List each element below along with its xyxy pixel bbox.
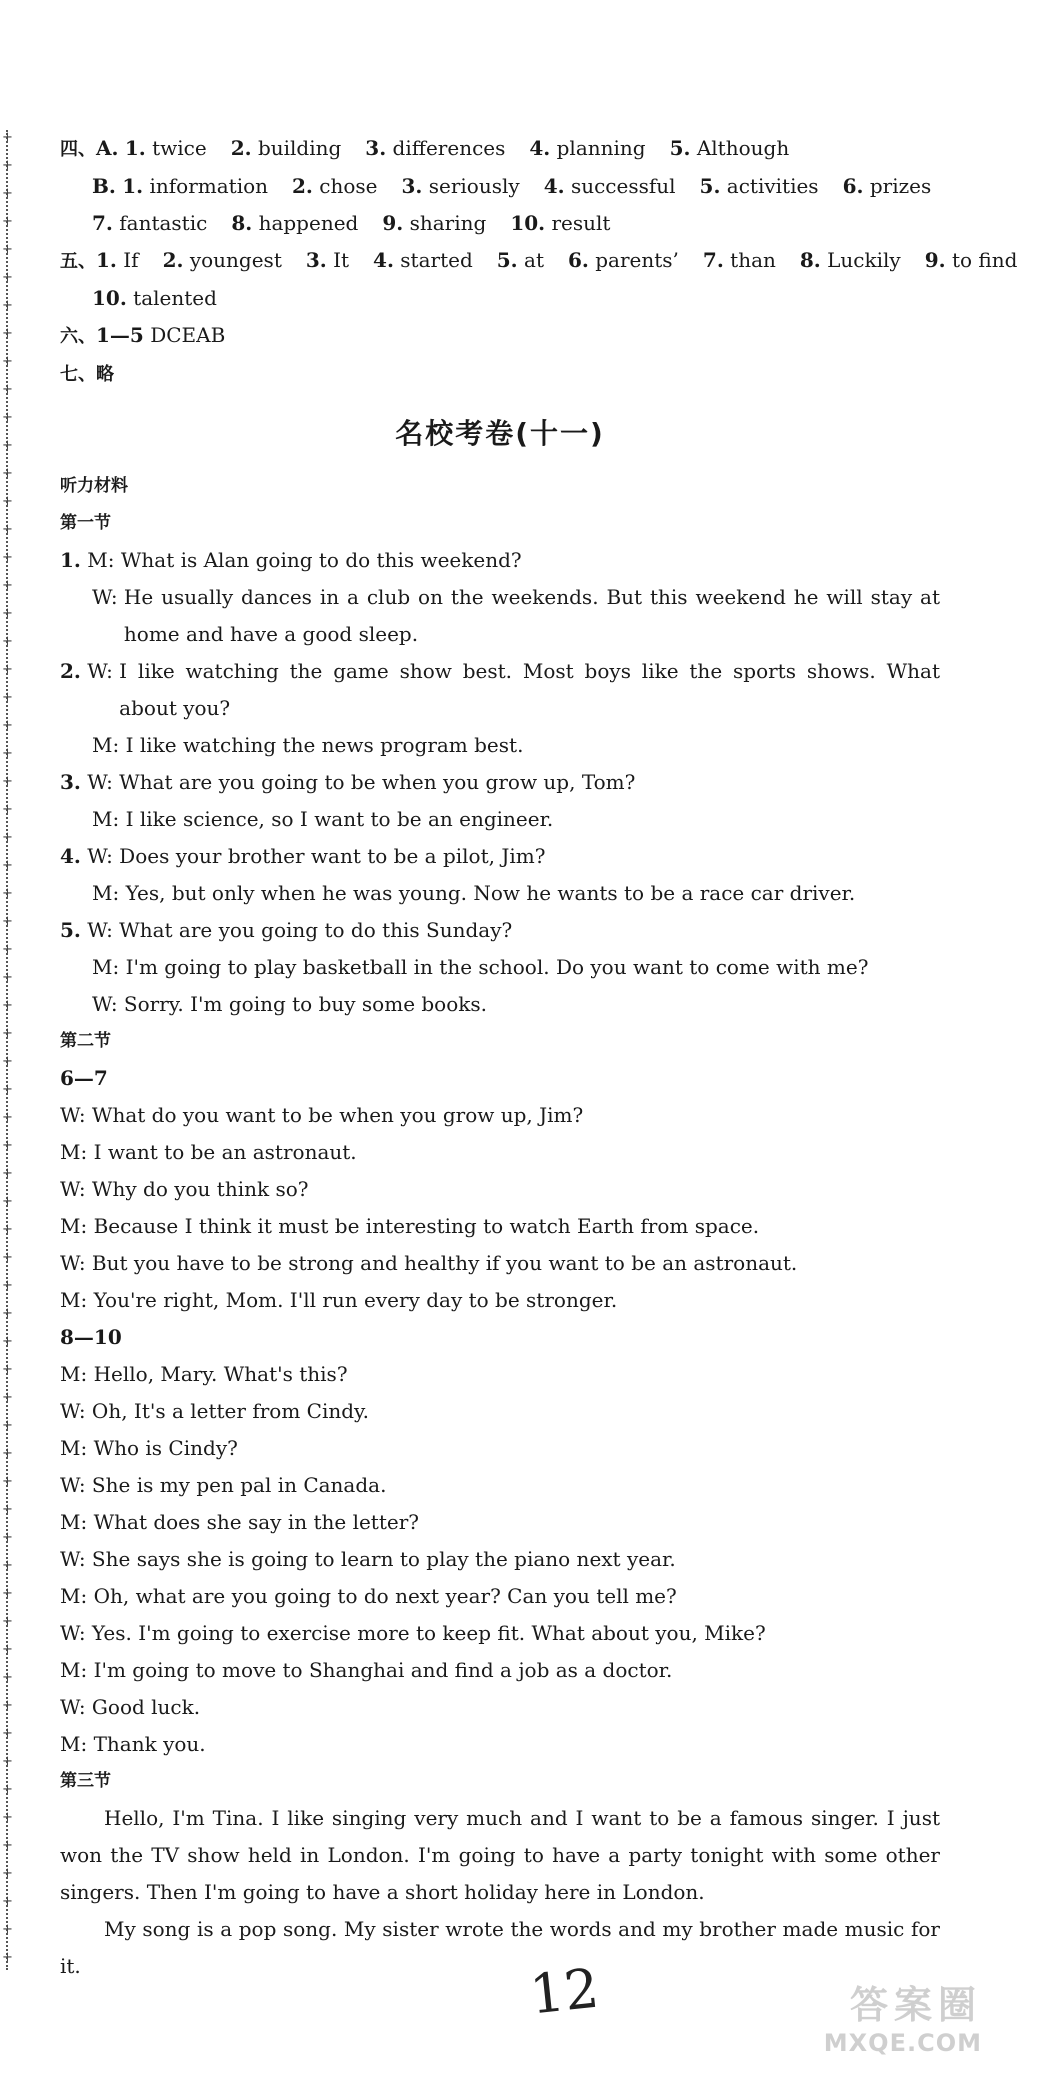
dialogue-text: Yes, but only when he was young. Now he wants to be a race car driver. (125, 881, 856, 905)
binding-mark: + (2, 1502, 13, 1517)
speaker-label (60, 1541, 92, 1578)
answer-number: 4. (529, 136, 551, 160)
speaker-label (92, 727, 126, 764)
dialogue-line (60, 838, 940, 875)
group2-dialogue (60, 1356, 940, 1763)
speaker: M: (60, 1436, 88, 1460)
dialogue-line (60, 1689, 940, 1726)
dialogue-line (60, 912, 940, 949)
exam-title: 名校考卷(十一) (395, 417, 605, 450)
binding-mark: + (2, 1418, 13, 1433)
speaker: W: (87, 918, 113, 942)
dialogue-line (60, 579, 940, 653)
binding-mark: + (2, 1026, 13, 1041)
answer-text: Luckily (827, 248, 901, 272)
speaker: W: (60, 1695, 86, 1719)
dialogue-text: I'm going to move to Shanghai and find a job as a doctor. (93, 1658, 673, 1682)
binding-mark: + (2, 606, 13, 621)
answer-s7 (60, 355, 940, 393)
answer-number: 3. (401, 174, 423, 198)
dialogue-line (60, 1282, 940, 1319)
listening-heading: 听力材料 (60, 476, 128, 496)
dialogue-line (60, 949, 940, 986)
speaker: M: (92, 955, 120, 979)
dialogue-text: I'm going to play basketball in the school. Do you want to come with me? (125, 955, 869, 979)
answer-text: to find (951, 248, 1018, 272)
answer-text: It (333, 248, 350, 272)
answer-number: 2. (230, 136, 252, 160)
answer-item (96, 248, 139, 272)
speaker: M: (60, 1658, 88, 1682)
binding-mark: + (2, 718, 13, 733)
speaker-label (92, 986, 124, 1023)
binding-mark: + (2, 662, 13, 677)
speaker: W: (87, 770, 113, 794)
answer-item (373, 248, 473, 272)
answer-number: 9. (382, 211, 404, 235)
dialogue-text: Does your brother want to be a pilot, Jim? (119, 844, 546, 868)
speaker-label (60, 1134, 94, 1171)
binding-mark: + (2, 634, 13, 649)
binding-mark: + (2, 1082, 13, 1097)
answer-number: 4. (543, 174, 565, 198)
binding-mark: + (2, 858, 13, 873)
answer-item (122, 174, 268, 198)
answer-item (700, 174, 819, 198)
binding-mark: + (2, 970, 13, 985)
speaker: W: (87, 844, 113, 868)
answer-text: building (257, 136, 342, 160)
binding-mark: + (2, 1782, 13, 1797)
answer-item (529, 136, 645, 160)
document-body (60, 130, 1018, 1985)
answer-number: 2. (162, 248, 184, 272)
answer-item (125, 136, 207, 160)
speaker-label (60, 1097, 92, 1134)
speaker: W: (92, 992, 118, 1016)
answer-number: 3. (365, 136, 387, 160)
answer-text: than (730, 248, 776, 272)
speaker-label (60, 1578, 94, 1615)
binding-mark: + (2, 550, 13, 565)
binding-mark: + (2, 1362, 13, 1377)
answer-number: 3. (305, 248, 327, 272)
answer-value: 略 (96, 364, 114, 385)
binding-mark: + (2, 158, 13, 173)
speaker: W: (87, 659, 113, 683)
dialogue-line (60, 1134, 940, 1171)
binding-mark: + (2, 1922, 13, 1937)
dialogue-line (60, 1171, 940, 1208)
answer-text: information (149, 174, 269, 198)
answer-text: activities (726, 174, 819, 198)
answer-s4-b-line2 (60, 205, 940, 242)
answer-text: chose (319, 174, 378, 198)
answer-number: 7. (92, 211, 113, 235)
speaker-label (60, 1615, 92, 1652)
speaker-label (60, 1393, 92, 1430)
answer-item (497, 248, 544, 272)
part2-heading: 第二节 (60, 1031, 111, 1051)
speaker: M: (60, 1510, 88, 1534)
dialogue-text: Oh, what are you going to do next year? Can you tell me? (93, 1584, 677, 1608)
speaker: W: (60, 1103, 86, 1127)
speaker: M: (60, 1288, 88, 1312)
speaker-label (60, 1467, 92, 1504)
answer-text: parents’ (595, 248, 679, 272)
binding-mark: + (2, 998, 13, 1013)
answer-item (365, 136, 505, 160)
binding-mark: + (2, 1110, 13, 1125)
binding-mark: + (2, 1194, 13, 1209)
binding-mark: + (2, 214, 13, 229)
binding-mark: + (2, 746, 13, 761)
group-label: 6—7 (60, 1066, 108, 1090)
answer-number: 5. (699, 174, 721, 198)
dialogue-text: She is my pen pal in Canada. (91, 1473, 387, 1497)
dialogue-line (60, 542, 940, 579)
dialogue-line (60, 1615, 940, 1652)
binding-mark: + (2, 298, 13, 313)
speaker: M: (60, 1584, 88, 1608)
speaker-label (60, 1356, 94, 1393)
binding-mark: + (2, 1334, 13, 1349)
answer-number: 4. (373, 248, 394, 272)
dialogue-line (60, 727, 940, 764)
binding-mark: + (2, 522, 13, 537)
answer-item (92, 286, 217, 310)
binding-mark: + (2, 1390, 13, 1405)
binding-mark: + (2, 1950, 13, 1965)
binding-mark: + (2, 802, 13, 817)
speaker-label (60, 838, 119, 875)
answer-item (306, 248, 349, 272)
binding-mark: + (2, 186, 13, 201)
binding-mark: + (2, 438, 13, 453)
binding-mark: + (2, 1670, 13, 1685)
answer-s4-b-line1 (60, 168, 940, 205)
answer-text: started (400, 248, 473, 272)
dialogue-text: Sorry. I'm going to buy some books. (123, 992, 488, 1016)
dialogue-text: Hello, Mary. What's this? (93, 1362, 348, 1386)
part3-heading: 第三节 (60, 1771, 111, 1791)
monologue-paragraph: Hello, I'm Tina. I like singing very much and I want to be a famous singer. I just won the TV show held in London. I'm going to have a party tonight with some other singers. Then I'm going to have a short holiday here in London. (60, 1806, 940, 1904)
speaker-label (60, 1726, 94, 1763)
part-label: A. (96, 136, 119, 160)
binding-mark: + (2, 242, 13, 257)
group1-dialogue (60, 1097, 940, 1319)
binding-mark: + (2, 1054, 13, 1069)
speaker-label (60, 912, 119, 949)
answer-item (292, 174, 377, 198)
answer-item (402, 174, 520, 198)
speaker-label (60, 1504, 94, 1541)
dialogue-text: I like watching the game show best. Most boys like the sports shows. What about you? (119, 659, 940, 720)
binding-mark: + (2, 1278, 13, 1293)
answer-number: 8. (799, 248, 821, 272)
speaker: W: (60, 1473, 86, 1497)
speaker-label (92, 579, 124, 653)
question-number: 3. (60, 770, 81, 794)
speaker-label (60, 1652, 94, 1689)
binding-mark: + (2, 578, 13, 593)
dialogue-text: I want to be an astronaut. (93, 1140, 357, 1164)
section-label: 七、 (60, 364, 96, 385)
answer-item (510, 211, 610, 235)
dialogue-text: What does she say in the letter? (93, 1510, 419, 1534)
part-label: B. (92, 174, 116, 198)
dialogue-text: What are you going to be when you grow up, Tom? (119, 770, 636, 794)
dialogue-text: Yes. I'm going to exercise more to keep fit. What about you, Mike? (91, 1621, 766, 1645)
dialogue-line (60, 1245, 940, 1282)
answer-text: differences (392, 136, 506, 160)
answer-item (843, 174, 932, 198)
speaker-label (60, 1245, 92, 1282)
binding-mark: + (2, 466, 13, 481)
answer-text: fantastic (119, 211, 208, 235)
binding-margin (2, 130, 22, 1970)
dialogue-text: Thank you. (93, 1732, 206, 1756)
speaker: M: (60, 1362, 88, 1386)
binding-mark: + (2, 1642, 13, 1657)
dialogue-text: Who is Cindy? (93, 1436, 238, 1460)
dialogue-text: I like science, so I want to be an engineer. (125, 807, 554, 831)
binding-mark: + (2, 1698, 13, 1713)
speaker: W: (60, 1177, 86, 1201)
answer-text: twice (152, 136, 207, 160)
answer-text: planning (556, 136, 646, 160)
binding-mark: + (2, 1446, 13, 1461)
dialogue-line (60, 1541, 940, 1578)
answer-number: 9. (924, 248, 946, 272)
binding-mark: + (2, 382, 13, 397)
binding-mark: + (2, 270, 13, 285)
dialogue-line (60, 801, 940, 838)
speaker-label (60, 1430, 94, 1467)
dialogue-line (60, 1393, 940, 1430)
dialogue-line (60, 1467, 940, 1504)
answer-text: seriously (428, 174, 520, 198)
answer-item (92, 211, 207, 235)
answer-item (163, 248, 282, 272)
speaker: W: (60, 1399, 86, 1423)
answer-number: 6. (567, 248, 589, 272)
speaker-label (60, 1282, 94, 1319)
section-label: 五、 (60, 251, 96, 272)
dialogue-text: But you have to be strong and healthy if you want to be an astronaut. (91, 1251, 798, 1275)
monologue-paragraph: My song is a pop song. My sister wrote the words and my brother made music for it. (60, 1917, 940, 1978)
speaker-label (60, 653, 119, 727)
binding-mark: + (2, 130, 13, 145)
answer-text: Although (696, 136, 790, 160)
binding-mark: + (2, 942, 13, 957)
dialogue-text: Oh, It's a letter from Cindy. (91, 1399, 370, 1423)
dialogue-line (60, 1652, 940, 1689)
binding-mark: + (2, 1166, 13, 1181)
answer-number: 10. (92, 286, 127, 310)
answer-s6 (60, 317, 940, 355)
answer-number: 5. (669, 136, 691, 160)
question-number: 4. (60, 844, 81, 868)
answer-text: If (123, 248, 139, 272)
binding-mark: + (2, 1866, 13, 1881)
answer-number: 8. (231, 211, 253, 235)
binding-mark: + (2, 1306, 13, 1321)
binding-mark: + (2, 1250, 13, 1265)
section-label: 六、 (60, 326, 96, 347)
binding-mark: + (2, 886, 13, 901)
dialogue-text: He usually dances in a club on the weekends. But this weekend he will stay at home and have a good sleep. (123, 585, 940, 646)
binding-mark: + (2, 914, 13, 929)
speaker: M: (87, 548, 115, 572)
dialogue-line (60, 1356, 940, 1393)
speaker: W: (92, 585, 118, 609)
dialogue-line (60, 1208, 940, 1245)
answer-text: talented (133, 286, 217, 310)
watermark-logo (824, 1974, 982, 2057)
answer-number: 5. (496, 248, 518, 272)
answer-number: 2. (292, 174, 313, 198)
answer-number: 1. (122, 174, 144, 198)
binding-mark: + (2, 1222, 13, 1237)
answer-text: at (524, 248, 544, 272)
dialogue-line (60, 875, 940, 912)
answer-number: 10. (510, 211, 546, 235)
answer-s4-a (60, 130, 940, 168)
answer-item (568, 248, 679, 272)
dialogue-text: What are you going to do this Sunday? (119, 918, 513, 942)
page-number: 12 (526, 1956, 602, 2027)
answer-text: happened (258, 211, 359, 235)
binding-mark: + (2, 1838, 13, 1853)
binding-mark: + (2, 354, 13, 369)
dialogue-line (60, 1430, 940, 1467)
binding-mark: + (2, 1614, 13, 1629)
speaker-label (60, 1208, 94, 1245)
speaker: M: (60, 1732, 88, 1756)
part1-heading: 第一节 (60, 513, 111, 533)
section-label: 四、 (60, 139, 96, 160)
watermark-url: MXQE.COM (823, 2029, 982, 2057)
answer-number: 1. (124, 136, 146, 160)
binding-mark: + (2, 690, 13, 705)
watermark-text: 答案圈 (849, 1983, 982, 2027)
answer-s5-line1 (60, 242, 1018, 280)
answer-range: 1—5 (96, 323, 144, 347)
answer-item (231, 211, 358, 235)
dialogue-text: What do you want to be when you grow up, Jim? (91, 1103, 584, 1127)
dialogue-text: Good luck. (91, 1695, 201, 1719)
speaker-label (60, 1689, 92, 1726)
speaker: M: (60, 1214, 88, 1238)
answer-s5-line2 (60, 280, 940, 317)
answer-item (231, 136, 342, 160)
binding-mark: + (2, 1586, 13, 1601)
speaker-label (92, 801, 126, 838)
speaker-label (92, 949, 126, 986)
question-number: 1. (60, 548, 81, 572)
dialogue-text: I like watching the news program best. (125, 733, 524, 757)
answer-number: 6. (842, 174, 864, 198)
speaker: M: (92, 807, 120, 831)
dialogue-line (60, 1578, 940, 1615)
speaker: M: (60, 1140, 88, 1164)
answer-text: result (551, 211, 611, 235)
answer-text: sharing (409, 211, 487, 235)
binding-mark: + (2, 326, 13, 341)
dialogue-line (60, 764, 940, 801)
binding-mark: + (2, 1810, 13, 1825)
group-label: 8—10 (60, 1325, 122, 1349)
dialogue-line (60, 986, 940, 1023)
speaker: M: (92, 733, 120, 757)
binding-mark: + (2, 1726, 13, 1741)
binding-mark: + (2, 1530, 13, 1545)
answer-item (670, 136, 790, 160)
dialogue-text: What is Alan going to do this weekend? (120, 548, 522, 572)
binding-mark: + (2, 1558, 13, 1573)
answer-item (544, 174, 676, 198)
dialogue-text: You're right, Mom. I'll run every day to be stronger. (93, 1288, 618, 1312)
binding-mark: + (2, 1894, 13, 1909)
answer-item (382, 211, 486, 235)
question-number: 2. (60, 659, 81, 683)
binding-mark: + (2, 774, 13, 789)
speaker: W: (60, 1621, 86, 1645)
dialogue-text: Why do you think so? (91, 1177, 309, 1201)
speaker: W: (60, 1547, 86, 1571)
question-number: 5. (60, 918, 81, 942)
dialogue-line (60, 1726, 940, 1763)
binding-mark: + (2, 1474, 13, 1489)
dialogue-line (60, 653, 940, 727)
answer-number: 1. (96, 248, 117, 272)
answer-value: DCEAB (150, 323, 226, 347)
dialogue-text: She says she is going to learn to play the piano next year. (91, 1547, 676, 1571)
binding-mark: + (2, 494, 13, 509)
answer-text: prizes (869, 174, 932, 198)
speaker: M: (92, 881, 120, 905)
part1-dialogue (60, 542, 940, 1023)
answer-text: youngest (189, 248, 282, 272)
speaker-label (92, 875, 126, 912)
dialogue-line (60, 1504, 940, 1541)
speaker-label (60, 764, 119, 801)
answer-item (800, 248, 901, 272)
binding-mark: + (2, 1138, 13, 1153)
answer-number: 7. (702, 248, 724, 272)
answer-item (703, 248, 776, 272)
answer-text: successful (570, 174, 676, 198)
answer-item (925, 248, 1018, 272)
dialogue-text: Because I think it must be interesting to watch Earth from space. (93, 1214, 760, 1238)
binding-mark: + (2, 830, 13, 845)
speaker: W: (60, 1251, 86, 1275)
binding-mark: + (2, 410, 13, 425)
binding-mark: + (2, 1754, 13, 1769)
speaker-label (60, 542, 121, 579)
speaker-label (60, 1171, 92, 1208)
dialogue-line (60, 1097, 940, 1134)
